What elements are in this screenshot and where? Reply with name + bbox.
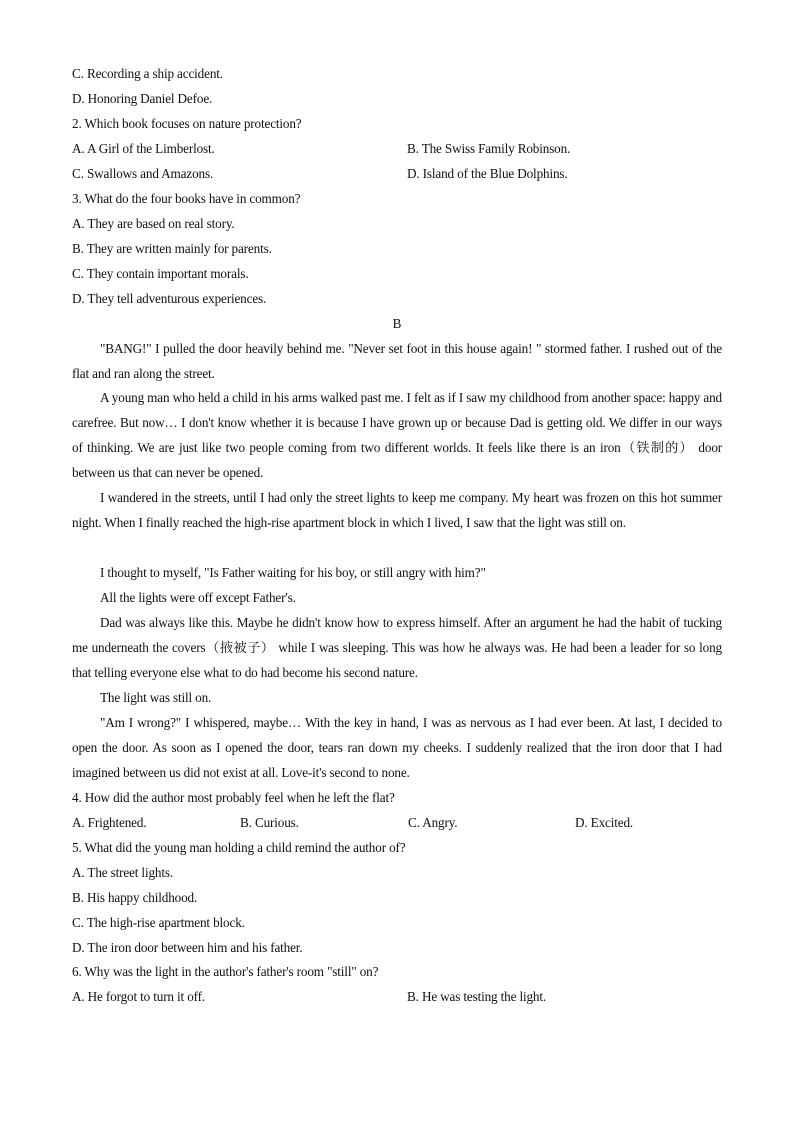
q3-option-a: A. They are based on real story.	[72, 216, 235, 231]
q4-option-a: A. Frightened.	[72, 815, 147, 830]
q3-stem: 3. What do the four books have in common?	[72, 191, 301, 206]
passage-paragraph: "BANG!" I pulled the door heavily behind me. "Never set foot in this house again! " stormed father. I rushed out of the flat and ran along the street.	[72, 341, 722, 381]
q5-option-a: A. The street lights.	[72, 865, 173, 880]
q5-option-b: B. His happy childhood.	[72, 890, 198, 905]
q2-stem: 2. Which book focuses on nature protection?	[72, 116, 302, 131]
q3-option-c: C. They contain important morals.	[72, 266, 249, 281]
q5-option-d: D. The iron door between him and his father.	[72, 940, 303, 955]
q4-option-c: C. Angry.	[408, 815, 458, 830]
q2-option-c: C. Swallows and Amazons.	[72, 166, 214, 181]
q2-option-d: D. Island of the Blue Dolphins.	[407, 166, 568, 181]
q6-stem: 6. Why was the light in the author's father's room "still" on?	[72, 964, 379, 979]
q5-option-c: C. The high-rise apartment block.	[72, 915, 245, 930]
section-label: B	[392, 316, 402, 331]
passage-paragraph: I thought to myself, "Is Father waiting for his boy, or still angry with him?"	[100, 565, 486, 580]
passage-paragraph: I wandered in the streets, until I had only the street lights to keep me company. My heart was frozen on this hot summer night. When I finally reached the high-rise apartment block in which I lived, I saw that the light was still on.	[72, 490, 722, 530]
q6-option-a: A. He forgot to turn it off.	[72, 989, 206, 1004]
passage-paragraph: A young man who held a child in his arms walked past me. I felt as if I saw my childhood from another space: happy and carefree. But now… I don't know whether it is because I have grown up or because Dad is getting old. We differ in our ways of thinking. We are just like two people coming from two different worlds. It feels like there is an iron（铁制的） door between us that can never be opened.	[72, 390, 722, 480]
q3-option-d: D. They tell adventurous experiences.	[72, 291, 267, 306]
q2-option-b: B. The Swiss Family Robinson.	[407, 141, 571, 156]
q5-stem: 5. What did the young man holding a child remind the author of?	[72, 840, 406, 855]
passage-paragraph: The light was still on.	[100, 690, 212, 705]
q1-option-d: D. Honoring Daniel Defoe.	[72, 91, 213, 106]
q1-option-c: C. Recording a ship accident.	[72, 66, 223, 81]
passage-paragraph: Dad was always like this. Maybe he didn't know how to express himself. After an argument he had the habit of tucking me underneath the covers（掖被子） while I was sleeping. This was how he always was. He had been a leader for so long that telling everyone else what to do had become his second nature.	[72, 615, 722, 680]
q6-option-b: B. He was testing the light.	[407, 989, 547, 1004]
q4-option-b: B. Curious.	[240, 815, 299, 830]
q4-option-d: D. Excited.	[575, 815, 634, 830]
q3-option-b: B. They are written mainly for parents.	[72, 241, 272, 256]
passage-paragraph: "Am I wrong?" I whispered, maybe… With the key in hand, I was as nervous as I had ever been. At last, I decided to open the door. As soon as I opened the door, tears ran down my cheeks. I suddenly realized that the iron door that I had imagined between us did not exist at all. Love-it's second to none.	[72, 715, 722, 780]
passage-paragraph: All the lights were off except Father's.	[100, 590, 296, 605]
q2-option-a: A. A Girl of the Limberlost.	[72, 141, 215, 156]
q4-stem: 4. How did the author most probably feel when he left the flat?	[72, 790, 395, 805]
